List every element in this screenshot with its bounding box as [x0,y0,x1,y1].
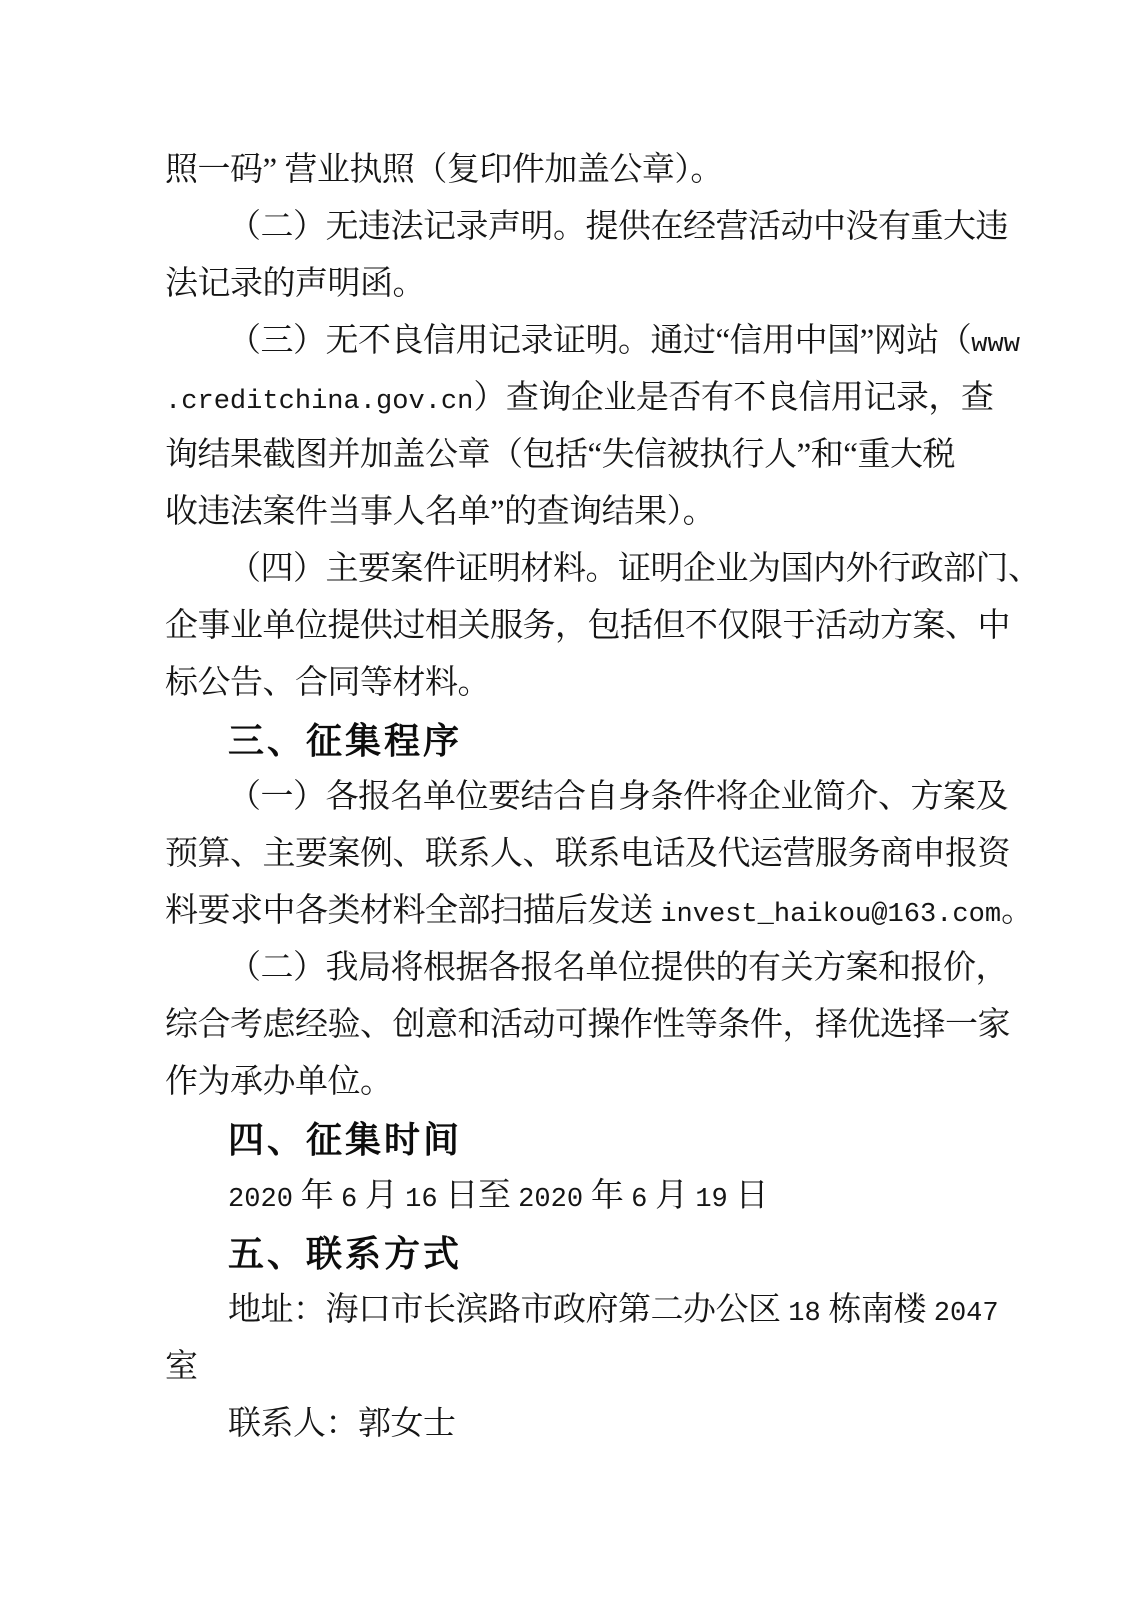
text-line: 标公告、合同等材料。 [165,665,490,701]
text-line: （二）无违法记录声明。提供在经营活动中没有重大违 [228,209,1008,245]
section-heading: 四、征集时间 [228,1119,463,1160]
text-line: 照一码” 营业执照（复印件加盖公章）。 [165,152,723,188]
text-line: 综合考虑经验、创意和活动可操作性等条件，择优选择一家 [165,1007,1010,1043]
text-line: 地址：海口市长滨路市政府第二办公区 18 栋南楼 2047 [228,1292,999,1329]
latin-text: 18 [788,1298,821,1329]
latin-text: 2020 [518,1184,584,1215]
latin-text: 2047 [933,1298,999,1329]
text-line: （一）各报名单位要结合自身条件将企业简介、方案及 [228,779,1008,815]
text-line: 室 [165,1349,198,1385]
latin-text: .creditchina.gov.cn [165,386,474,417]
latin-text: 2020 [228,1184,293,1215]
section-heading: 三、征集程序 [228,720,463,761]
text-line: 作为承办单位。 [165,1064,393,1100]
text-line: （二）我局将根据各报名单位提供的有关方案和报价， [228,950,1008,986]
latin-text: invest_haikou@163.com [660,899,1002,930]
text-line: .creditchina.gov.cn）查询企业是否有不良信用记录，查 [165,380,994,417]
text-line: 询结果截图并加盖公章（包括“失信被执行人”和“重大税 [165,437,955,473]
document-body [165,142,1041,1453]
text-line: 2020 年 6 月 16 日至 2020 年 6 月 19 日 [228,1178,769,1215]
text-line: （四）主要案件证明材料。证明企业为国内外行政部门、 [228,551,1041,587]
text-line: （三）无不良信用记录证明。通过“信用中国”网站（www [228,323,1020,360]
text-line: 收违法案件当事人名单”的查询结果）。 [165,494,716,530]
text-line: 料要求中各类材料全部扫描后发送 invest_haikou@163.com。 [165,893,1034,930]
latin-text: 19 [695,1184,728,1215]
text-line: 法记录的声明函。 [165,266,425,302]
latin-text: 16 [405,1184,438,1215]
latin-text: 6 [631,1184,648,1215]
latin-text: 6 [340,1184,358,1215]
text-line: 预算、主要案例、联系人、联系电话及代运营服务商申报资 [165,836,1010,872]
text-line: 联系人：郭女士 [228,1406,456,1442]
text-line: 企事业单位提供过相关服务，包括但不仅限于活动方案、中 [165,608,1010,644]
section-heading: 五、联系方式 [228,1233,463,1274]
latin-text: www [971,329,1020,360]
